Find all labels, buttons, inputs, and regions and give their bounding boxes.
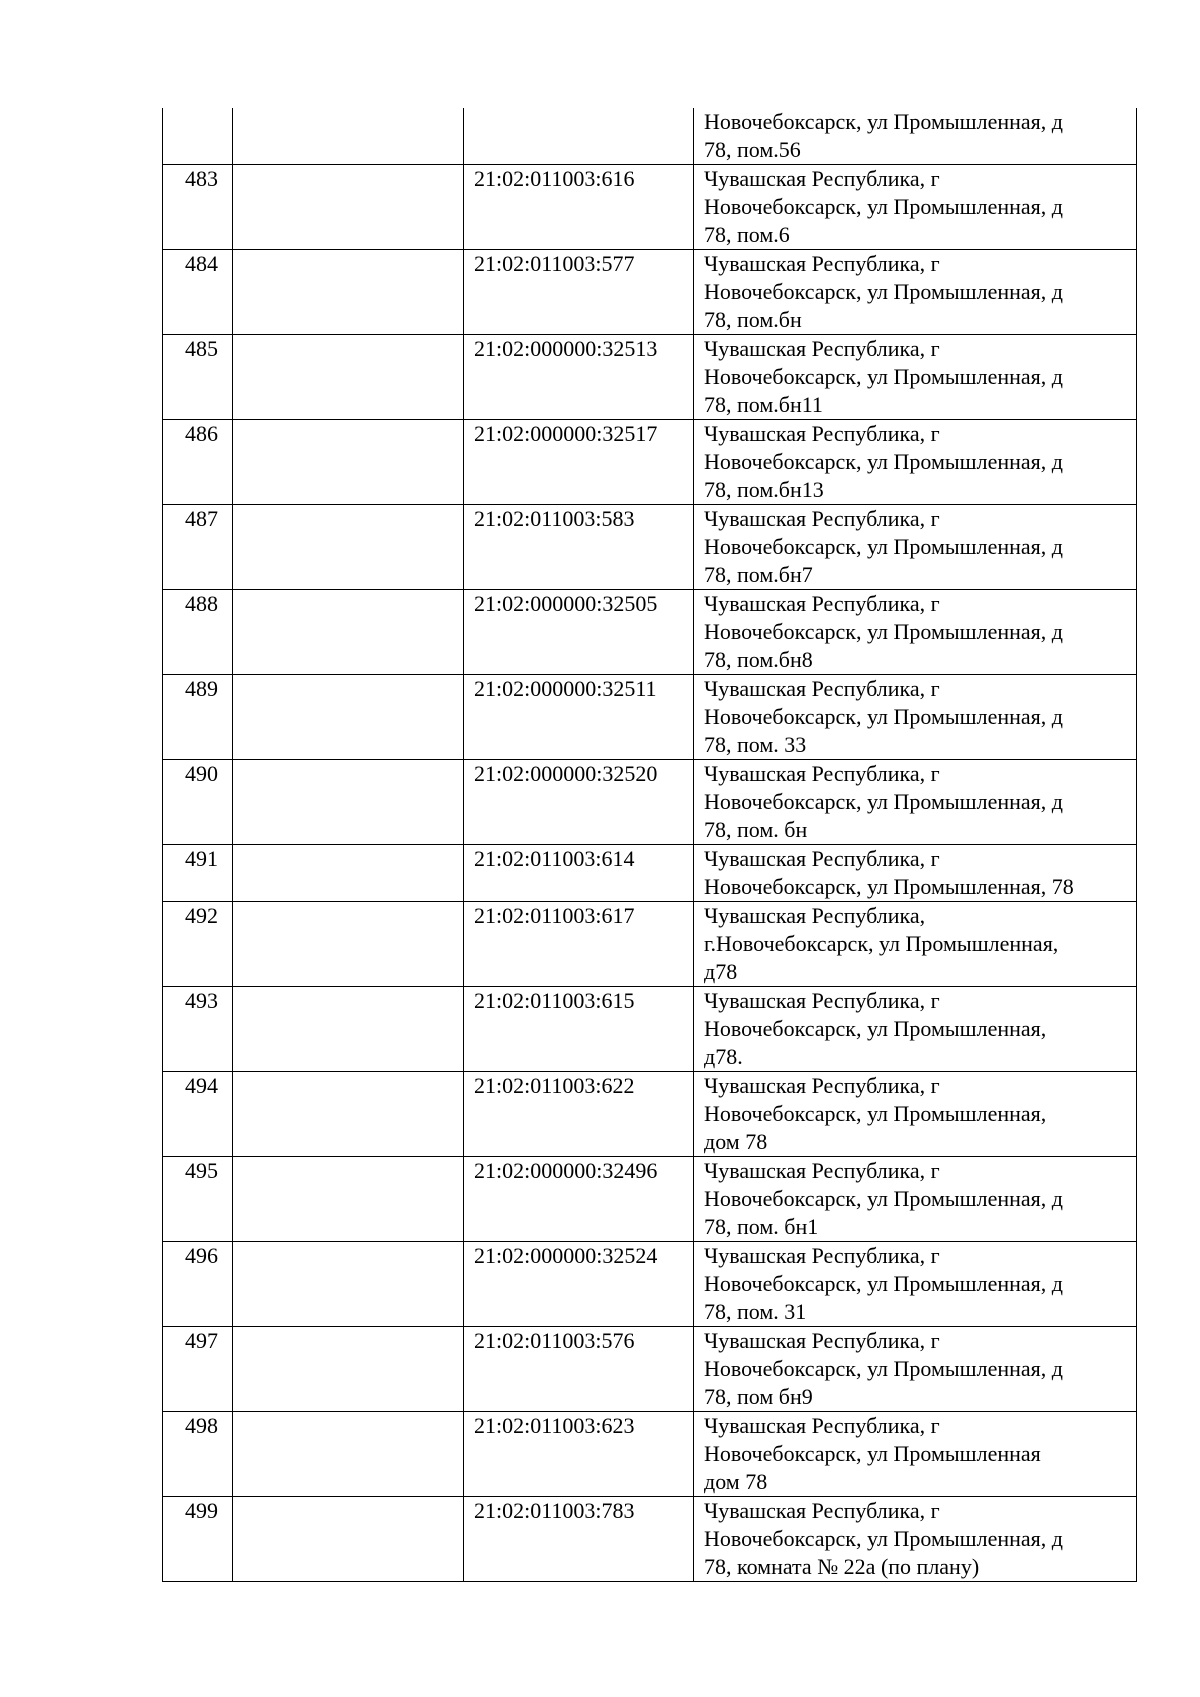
cadastral-number-cell [464, 108, 694, 165]
address-line: Новочебоксарск, ул Промышленная, д [704, 1356, 1063, 1381]
cadastral-number-cell: 21:02:011003:614 [464, 845, 694, 902]
empty-cell [233, 250, 464, 335]
table-row [163, 760, 1137, 845]
address-line: Новочебоксарск, ул Промышленная, д [704, 619, 1063, 644]
address-line: Чувашская Республика, г [704, 591, 940, 616]
table-row [163, 1497, 1137, 1582]
address-line: Новочебоксарск, ул Промышленная, 78 [704, 874, 1074, 899]
row-number-cell: 483 [163, 165, 233, 250]
address-line: Новочебоксарск, ул Промышленная, д [704, 279, 1063, 304]
empty-cell [233, 675, 464, 760]
address-line: Чувашская Республика, г [704, 1498, 940, 1523]
table-row [163, 108, 1137, 165]
address-cell [694, 590, 1137, 675]
cadastral-number-cell: 21:02:011003:576 [464, 1327, 694, 1412]
empty-cell [233, 1327, 464, 1412]
address-line: Чувашская Республика, г [704, 988, 940, 1013]
row-number-cell: 497 [163, 1327, 233, 1412]
row-number-cell: 495 [163, 1157, 233, 1242]
empty-cell [233, 1072, 464, 1157]
address-line: 78, пом.бн11 [704, 392, 823, 417]
address-line: Новочебоксарск, ул Промышленная, д [704, 194, 1063, 219]
row-number-cell: 485 [163, 335, 233, 420]
address-line: Новочебоксарск, ул Промышленная, д [704, 449, 1063, 474]
address-line: Новочебоксарск, ул Промышленная, [704, 1101, 1047, 1126]
cadastral-number-cell: 21:02:011003:623 [464, 1412, 694, 1497]
address-line: Новочебоксарск, ул Промышленная, д [704, 789, 1063, 814]
cadastral-number-cell: 21:02:011003:583 [464, 505, 694, 590]
empty-cell [233, 590, 464, 675]
address-line: дом 78 [704, 1129, 768, 1154]
table-row [163, 590, 1137, 675]
address-line: Чувашская Республика, г [704, 1413, 940, 1438]
address-cell [694, 335, 1137, 420]
cadastral-number-cell: 21:02:011003:783 [464, 1497, 694, 1582]
empty-cell [233, 505, 464, 590]
cadastral-number-cell: 21:02:000000:32517 [464, 420, 694, 505]
table-row [163, 335, 1137, 420]
address-cell [694, 1072, 1137, 1157]
address-line: Новочебоксарск, ул Промышленная, д [704, 1271, 1063, 1296]
row-number-cell: 487 [163, 505, 233, 590]
table-row [163, 675, 1137, 760]
table-row [163, 1072, 1137, 1157]
address-line: 78, пом. 31 [704, 1299, 807, 1324]
address-line: Чувашская Республика, г [704, 1243, 940, 1268]
address-line: Новочебоксарск, ул Промышленная, д [704, 1526, 1063, 1551]
address-line: г.Новочебоксарск, ул Промышленная, [704, 931, 1059, 956]
address-cell [694, 250, 1137, 335]
address-line: Чувашская Республика, [704, 903, 926, 928]
address-cell [694, 902, 1137, 987]
row-number-cell: 488 [163, 590, 233, 675]
empty-cell [233, 420, 464, 505]
table-row [163, 1242, 1137, 1327]
address-cell [694, 1157, 1137, 1242]
address-cell [694, 987, 1137, 1072]
address-line: Чувашская Республика, г [704, 676, 940, 701]
address-line: Новочебоксарск, ул Промышленная, д [704, 704, 1063, 729]
address-cell [694, 1327, 1137, 1412]
address-line: Новочебоксарск, ул Промышленная, д [704, 534, 1063, 559]
address-line: Новочебоксарск, ул Промышленная, д [704, 364, 1063, 389]
address-cell [694, 165, 1137, 250]
table-row [163, 1327, 1137, 1412]
address-line: Новочебоксарск, ул Промышленная, д [704, 1186, 1063, 1211]
address-line: 78, пом бн9 [704, 1384, 813, 1409]
cadastral-number-cell: 21:02:000000:32496 [464, 1157, 694, 1242]
address-line: 78, пом.56 [704, 137, 801, 162]
row-number-cell: 498 [163, 1412, 233, 1497]
registry-table-body [163, 108, 1137, 1582]
table-row [163, 987, 1137, 1072]
row-number-cell: 490 [163, 760, 233, 845]
table-row [163, 420, 1137, 505]
row-number-cell: 499 [163, 1497, 233, 1582]
address-line: 78, пом. бн [704, 817, 808, 842]
property-registry-table [162, 108, 1137, 1582]
address-line: Чувашская Республика, г [704, 846, 940, 871]
row-number-cell: 494 [163, 1072, 233, 1157]
table-row [163, 250, 1137, 335]
address-line: д78. [704, 1044, 743, 1069]
cadastral-number-cell: 21:02:011003:616 [464, 165, 694, 250]
row-number-cell [163, 108, 233, 165]
address-cell [694, 420, 1137, 505]
row-number-cell: 496 [163, 1242, 233, 1327]
address-line: Новочебоксарск, ул Промышленная [704, 1441, 1041, 1466]
empty-cell [233, 987, 464, 1072]
cadastral-number-cell: 21:02:011003:617 [464, 902, 694, 987]
address-line: 78, пом. 33 [704, 732, 807, 757]
address-cell [694, 675, 1137, 760]
cadastral-number-cell: 21:02:000000:32513 [464, 335, 694, 420]
row-number-cell: 484 [163, 250, 233, 335]
address-line: Чувашская Республика, г [704, 1158, 940, 1183]
empty-cell [233, 760, 464, 845]
address-cell [694, 505, 1137, 590]
table-row [163, 165, 1137, 250]
empty-cell [233, 108, 464, 165]
empty-cell [233, 902, 464, 987]
empty-cell [233, 1412, 464, 1497]
address-line: 78, пом.6 [704, 222, 790, 247]
address-line: Чувашская Республика, г [704, 506, 940, 531]
address-line: дом 78 [704, 1469, 768, 1494]
row-number-cell: 486 [163, 420, 233, 505]
empty-cell [233, 845, 464, 902]
address-line: Чувашская Республика, г [704, 1328, 940, 1353]
cadastral-number-cell: 21:02:011003:622 [464, 1072, 694, 1157]
empty-cell [233, 165, 464, 250]
address-line: 78, пом.бн8 [704, 647, 813, 672]
cadastral-number-cell: 21:02:000000:32524 [464, 1242, 694, 1327]
empty-cell [233, 1157, 464, 1242]
cadastral-number-cell: 21:02:000000:32505 [464, 590, 694, 675]
address-line: Чувашская Республика, г [704, 166, 940, 191]
address-line: Новочебоксарск, ул Промышленная, д [704, 109, 1063, 134]
address-line: 78, пом. бн1 [704, 1214, 819, 1239]
address-line: 78, пом.бн13 [704, 477, 824, 502]
row-number-cell: 493 [163, 987, 233, 1072]
table-row [163, 505, 1137, 590]
cadastral-number-cell: 21:02:011003:615 [464, 987, 694, 1072]
table-row [163, 902, 1137, 987]
address-cell [694, 1497, 1137, 1582]
empty-cell [233, 1497, 464, 1582]
address-line: Чувашская Республика, г [704, 421, 940, 446]
address-line: Чувашская Республика, г [704, 336, 940, 361]
table-row [163, 845, 1137, 902]
address-cell [694, 760, 1137, 845]
address-line: Чувашская Республика, г [704, 1073, 940, 1098]
cadastral-number-cell: 21:02:011003:577 [464, 250, 694, 335]
empty-cell [233, 335, 464, 420]
address-line: 78, пом.бн7 [704, 562, 813, 587]
table-row [163, 1157, 1137, 1242]
empty-cell [233, 1242, 464, 1327]
address-line: 78, пом.бн [704, 307, 802, 332]
address-cell [694, 108, 1137, 165]
row-number-cell: 489 [163, 675, 233, 760]
table-row [163, 1412, 1137, 1497]
address-line: 78, комната № 22а (по плану) [704, 1554, 980, 1579]
address-line: Новочебоксарск, ул Промышленная, [704, 1016, 1047, 1041]
cadastral-number-cell: 21:02:000000:32511 [464, 675, 694, 760]
address-line: Чувашская Республика, г [704, 251, 940, 276]
row-number-cell: 491 [163, 845, 233, 902]
cadastral-number-cell: 21:02:000000:32520 [464, 760, 694, 845]
address-cell [694, 1242, 1137, 1327]
address-line: Чувашская Республика, г [704, 761, 940, 786]
address-line: д78 [704, 959, 738, 984]
row-number-cell: 492 [163, 902, 233, 987]
address-cell [694, 1412, 1137, 1497]
address-cell [694, 845, 1137, 902]
